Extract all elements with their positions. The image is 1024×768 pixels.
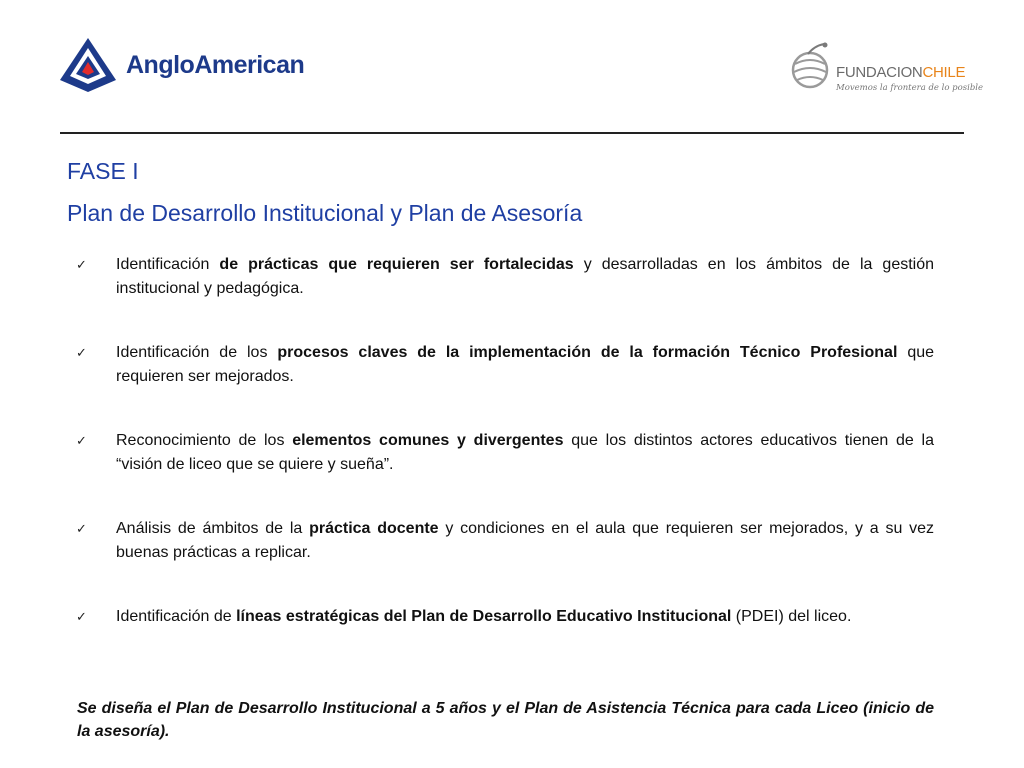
bullet-text: Identificación de líneas estratégicas del Plan de Desarrollo Educativo Institucional (PDEI) del liceo. [116, 608, 852, 625]
slide-title: FASE I [67, 158, 139, 184]
globe-icon [786, 42, 834, 90]
closing-note: Se diseña el Plan de Desarrollo Institucional a 5 años y el Plan de Asistencia Técnica para cada Liceo (inicio de la asesoría). [77, 700, 934, 740]
bullet-text: Identificación de prácticas que requieren ser fortalecidas y desarrolladas en los ámbitos de la gestión institucional y pedagógica. [116, 256, 935, 297]
fundacion-chile-tagline: Movemos la frontera de lo posible [836, 83, 984, 93]
bullet-list [70, 253, 934, 670]
checkmark-icon: ✓ [76, 521, 87, 536]
checkmark-icon: ✓ [76, 345, 87, 360]
anglo-american-logo [58, 36, 304, 94]
slide-subtitle: Plan de Desarrollo Institucional y Plan de Asesoría [67, 200, 583, 226]
fundacion-chile-logo [786, 42, 986, 98]
bullet-item [70, 517, 934, 564]
header-divider [60, 132, 964, 134]
bullet-item [70, 341, 934, 388]
bullet-text: Reconocimiento de los elementos comunes y divergentes que los distintos actores educativos tienen de la “visión de liceo que se quiere y sueña”. [116, 432, 934, 473]
bullet-item [70, 605, 934, 629]
bullet-item [70, 253, 934, 300]
anglo-american-emblem-icon [58, 36, 118, 94]
fundacion-chile-name: FUNDACIONCHILE [836, 64, 966, 81]
checkmark-icon: ✓ [76, 609, 87, 624]
anglo-american-wordmark: AngloAmerican [126, 50, 305, 79]
bullet-text: Análisis de ámbitos de la práctica docente y condiciones en el aula que requieren ser mejorados, y a su vez buenas prácticas a replicar. [116, 520, 935, 561]
checkmark-icon: ✓ [76, 433, 87, 448]
bullet-item [70, 429, 934, 476]
checkmark-icon: ✓ [76, 257, 87, 272]
bullet-text: Identificación de los procesos claves de la implementación de la formación Técnico Profesional que requieren ser mejorados. [116, 344, 935, 385]
